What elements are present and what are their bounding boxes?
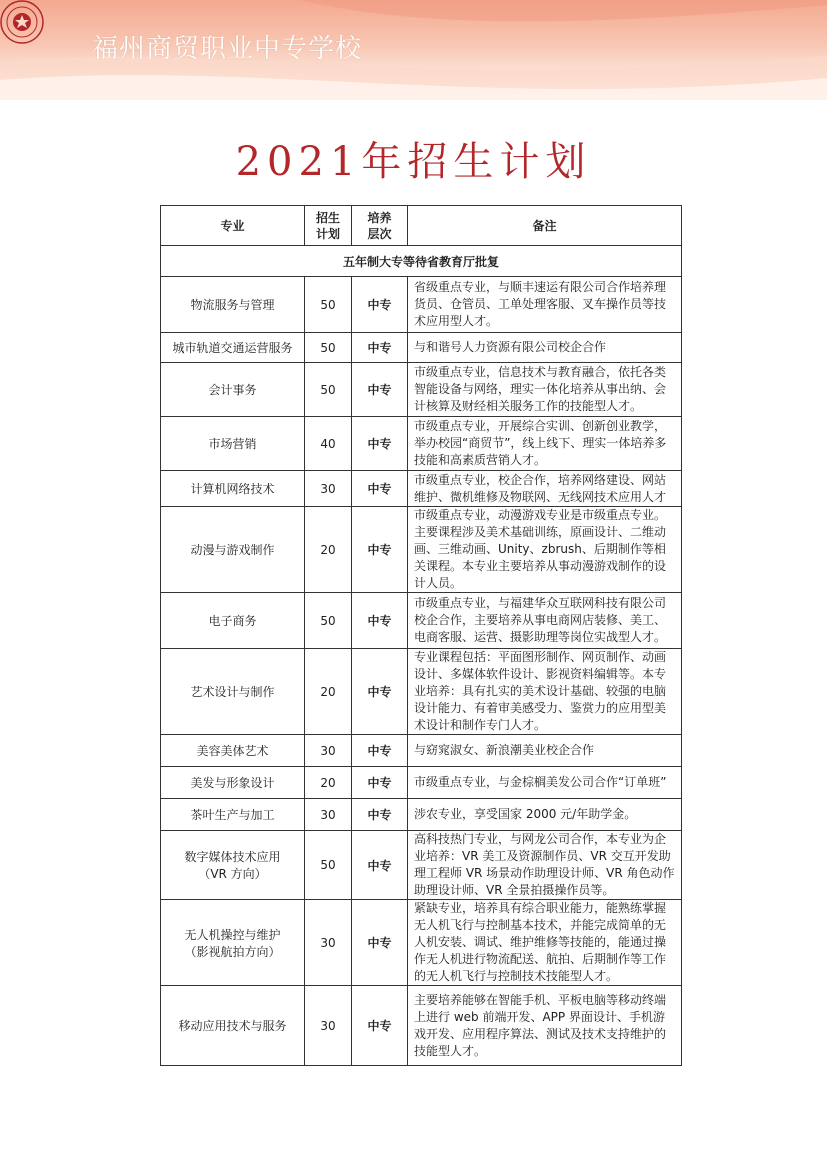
note-cell: 与窈窕淑女、新浪潮美业校企合作 — [408, 735, 682, 767]
note-cell: 市级重点专业，校企合作，培养网络建设、网站维护、微机维修及物联网、无线网技术应用人才 — [408, 471, 682, 507]
note-cell: 涉农专业，享受国家 2000 元/年助学金。 — [408, 799, 682, 831]
level-cell: 中专 — [352, 649, 408, 735]
quota-cell: 50 — [305, 593, 352, 649]
level-cell: 中专 — [352, 831, 408, 900]
note-cell: 市级重点专业，动漫游戏专业是市级重点专业。主要课程涉及美术基础训练，原画设计、二维动画、三维动画、Unity、zbrush、后期制作等相关课程。本专业主要培养从事动漫游戏制作的设计人员。 — [408, 507, 682, 593]
level-cell: 中专 — [352, 593, 408, 649]
header-band — [0, 0, 827, 100]
quota-cell: 20 — [305, 649, 352, 735]
table-row — [161, 363, 682, 417]
quota-cell: 50 — [305, 277, 352, 333]
quota-cell: 30 — [305, 900, 352, 986]
level-cell: 中专 — [352, 507, 408, 593]
note-cell: 市级重点专业，信息技术与教育融合，依托各类智能设备与网络，理实一体化培养从事出纳、会计核算及财经相关服务工作的技能型人才。 — [408, 363, 682, 417]
table-row — [161, 649, 682, 735]
table-header-row — [161, 206, 682, 246]
quota-cell: 40 — [305, 417, 352, 471]
note-cell: 高科技热门专业，与网龙公司合作，本专业为企业培养：VR 美工及资源制作员、VR 交互开发助理工程师 VR 场景动作助理设计师、VR 角色动作助理设计师、VR 全景拍摄操作员等。 — [408, 831, 682, 900]
level-cell: 中专 — [352, 900, 408, 986]
level-cell: 中专 — [352, 363, 408, 417]
table-row — [161, 767, 682, 799]
note-cell: 主要培养能够在智能手机、平板电脑等移动终端上进行 web 前端开发、APP 界面设计、手机游戏开发、应用程序算法、测试及技术支持维护的技能型人才。 — [408, 986, 682, 1066]
level-cell: 中专 — [352, 333, 408, 363]
quota-cell: 30 — [305, 986, 352, 1066]
major-cell: 电子商务 — [161, 593, 305, 649]
level-cell: 中专 — [352, 767, 408, 799]
quota-cell: 50 — [305, 363, 352, 417]
note-cell: 市级重点专业，与福建华众互联网科技有限公司校企合作，主要培养从事电商网店装修、美工、电商客服、运营、摄影助理等岗位实战型人才。 — [408, 593, 682, 649]
major-cell: 市场营销 — [161, 417, 305, 471]
table-row — [161, 831, 682, 900]
header-quota: 招生 计划 — [305, 206, 352, 246]
school-name: 福州商贸职业中专学校 — [92, 34, 363, 64]
table-row — [161, 593, 682, 649]
major-cell: 无人机操控与维护 （影视航拍方向） — [161, 900, 305, 986]
major-cell: 美发与形象设计 — [161, 767, 305, 799]
section-title: 五年制大专等待省教育厅批复 — [161, 246, 682, 277]
enrollment-plan-table — [160, 205, 682, 1066]
note-cell: 与和谐号人力资源有限公司校企合作 — [408, 333, 682, 363]
quota-cell: 50 — [305, 831, 352, 900]
major-cell: 美容美体艺术 — [161, 735, 305, 767]
level-cell: 中专 — [352, 471, 408, 507]
table-row — [161, 900, 682, 986]
note-cell: 市级重点专业，与金棕榈美发公司合作“订单班” — [408, 767, 682, 799]
table-row — [161, 333, 682, 363]
table-row — [161, 799, 682, 831]
quota-cell: 30 — [305, 799, 352, 831]
major-cell: 艺术设计与制作 — [161, 649, 305, 735]
table-row — [161, 986, 682, 1066]
table-row — [161, 277, 682, 333]
major-cell: 物流服务与管理 — [161, 277, 305, 333]
major-cell: 城市轨道交通运营服务 — [161, 333, 305, 363]
level-cell: 中专 — [352, 277, 408, 333]
level-cell: 中专 — [352, 799, 408, 831]
table-row — [161, 417, 682, 471]
school-logo — [0, 0, 44, 44]
header-note: 备注 — [408, 206, 682, 246]
note-cell: 紧缺专业，培养具有综合职业能力，能熟练掌握无人机飞行与控制基本技术，并能完成简单的无人机安装、调试、维护维修等技能的，能通过操作无人机进行物流配送、航拍、后期制作等工作的无人机飞行与控制技术技能型人才。 — [408, 900, 682, 986]
quota-cell: 50 — [305, 333, 352, 363]
major-cell: 动漫与游戏制作 — [161, 507, 305, 593]
major-cell: 计算机网络技术 — [161, 471, 305, 507]
quota-cell: 20 — [305, 767, 352, 799]
quota-cell: 30 — [305, 471, 352, 507]
major-cell: 移动应用技术与服务 — [161, 986, 305, 1066]
section-row — [161, 246, 682, 277]
header-level: 培养 层次 — [352, 206, 408, 246]
quota-cell: 20 — [305, 507, 352, 593]
quota-cell: 30 — [305, 735, 352, 767]
level-cell: 中专 — [352, 735, 408, 767]
note-cell: 专业课程包括：平面图形制作、网页制作、动画设计、多媒体软件设计、影视资料编辑等。本专业培养：具有扎实的美术设计基础、较强的电脑设计能力、有着审美感受力、鉴赏力的应用型美术设计和制作专门人才。 — [408, 649, 682, 735]
note-cell: 市级重点专业，开展综合实训、创新创业教学，举办校园“商贸节”，线上线下、理实一体培养多技能和高素质营销人才。 — [408, 417, 682, 471]
header-major: 专业 — [161, 206, 305, 246]
major-cell: 会计事务 — [161, 363, 305, 417]
page-title: 2021年招生计划 — [235, 139, 592, 185]
major-cell: 茶叶生产与加工 — [161, 799, 305, 831]
note-cell: 省级重点专业，与顺丰速运有限公司合作培养理货员、仓管员、工单处理客服、叉车操作员等技术应用型人才。 — [408, 277, 682, 333]
level-cell: 中专 — [352, 417, 408, 471]
major-cell: 数字媒体技术应用 （VR 方向） — [161, 831, 305, 900]
table-row — [161, 735, 682, 767]
table-row — [161, 507, 682, 593]
table-row — [161, 471, 682, 507]
level-cell: 中专 — [352, 986, 408, 1066]
